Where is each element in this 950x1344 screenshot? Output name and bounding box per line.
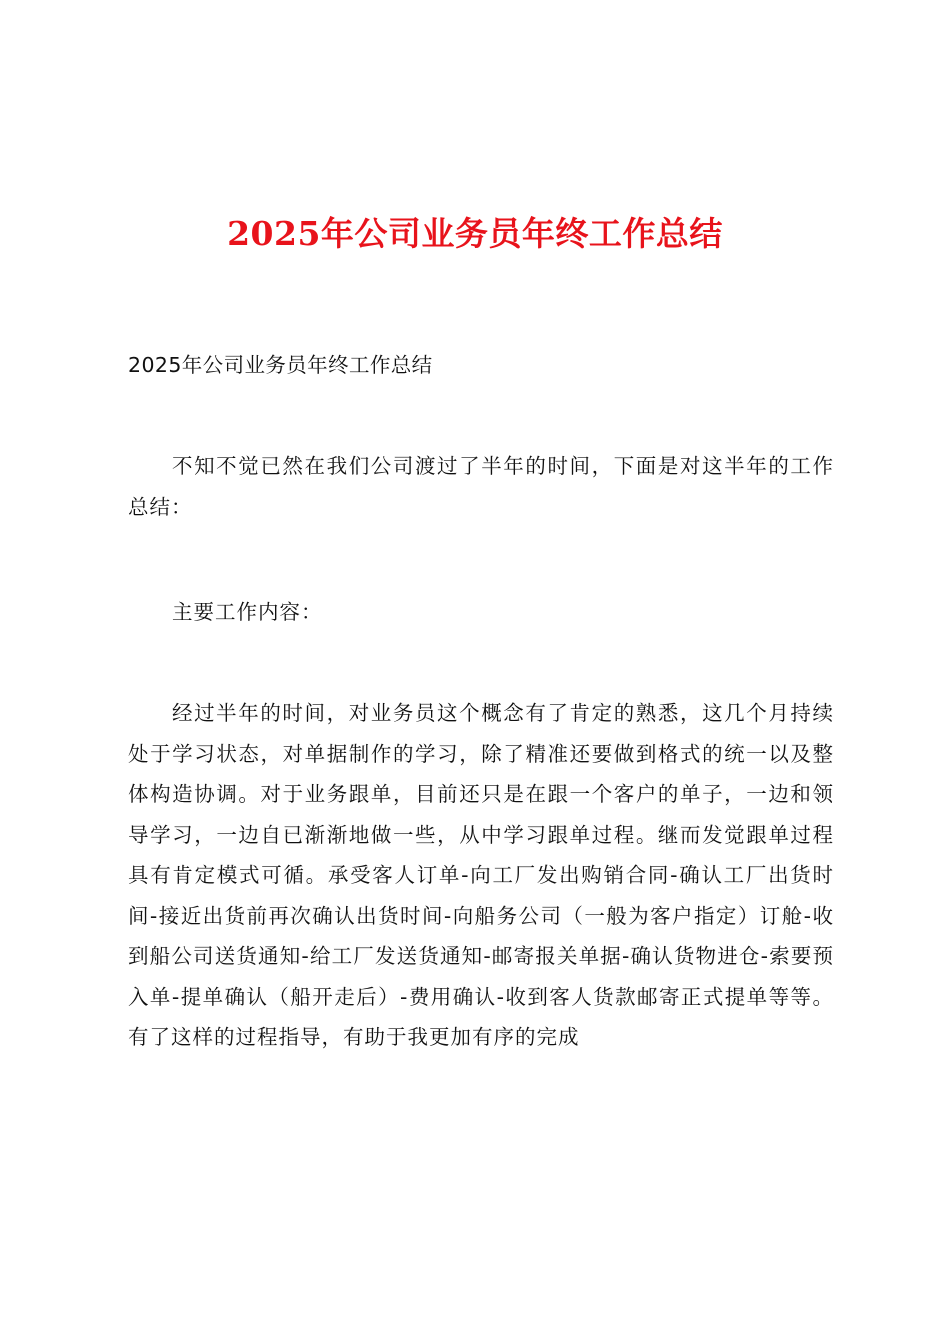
- paragraph-section-heading: 主要工作内容：: [172, 600, 323, 624]
- document-title: 2025年公司业务员年终工作总结: [227, 214, 723, 253]
- paragraph-work-content: 经过半年的时间，对业务员这个概念有了肯定的熟悉，这几个月持续处于学习状态，对单据制作的学习，除了精准还要做到格式的统一以及整体构造协调。对于业务跟单，目前还只是在跟一个客户的单子，一边和领导学习，一边自已渐渐地做一些，从中学习跟单过程。继而发觉跟单过程具有肯定模式可循。承受客人订单-向工厂发出购销合同-确认工厂出货时间-接近出货前再次确认出货时间-向船务公司（一般为客户指定）订舱-收到船公司送货通知-给工厂发送货通知-邮寄报关单据-确认货物进仓-索要预入单-提单确认（船开走后）-费用确认-收到客人货款邮寄正式提单等等。有了这样的过程指导，有助于我更加有序的完成: [128, 701, 834, 1049]
- paragraph-intro: 不知不觉已然在我们公司渡过了半年的时间，下面是对这半年的工作总结：: [128, 454, 834, 519]
- document-subtitle: 2025年公司业务员年终工作总结: [128, 353, 433, 377]
